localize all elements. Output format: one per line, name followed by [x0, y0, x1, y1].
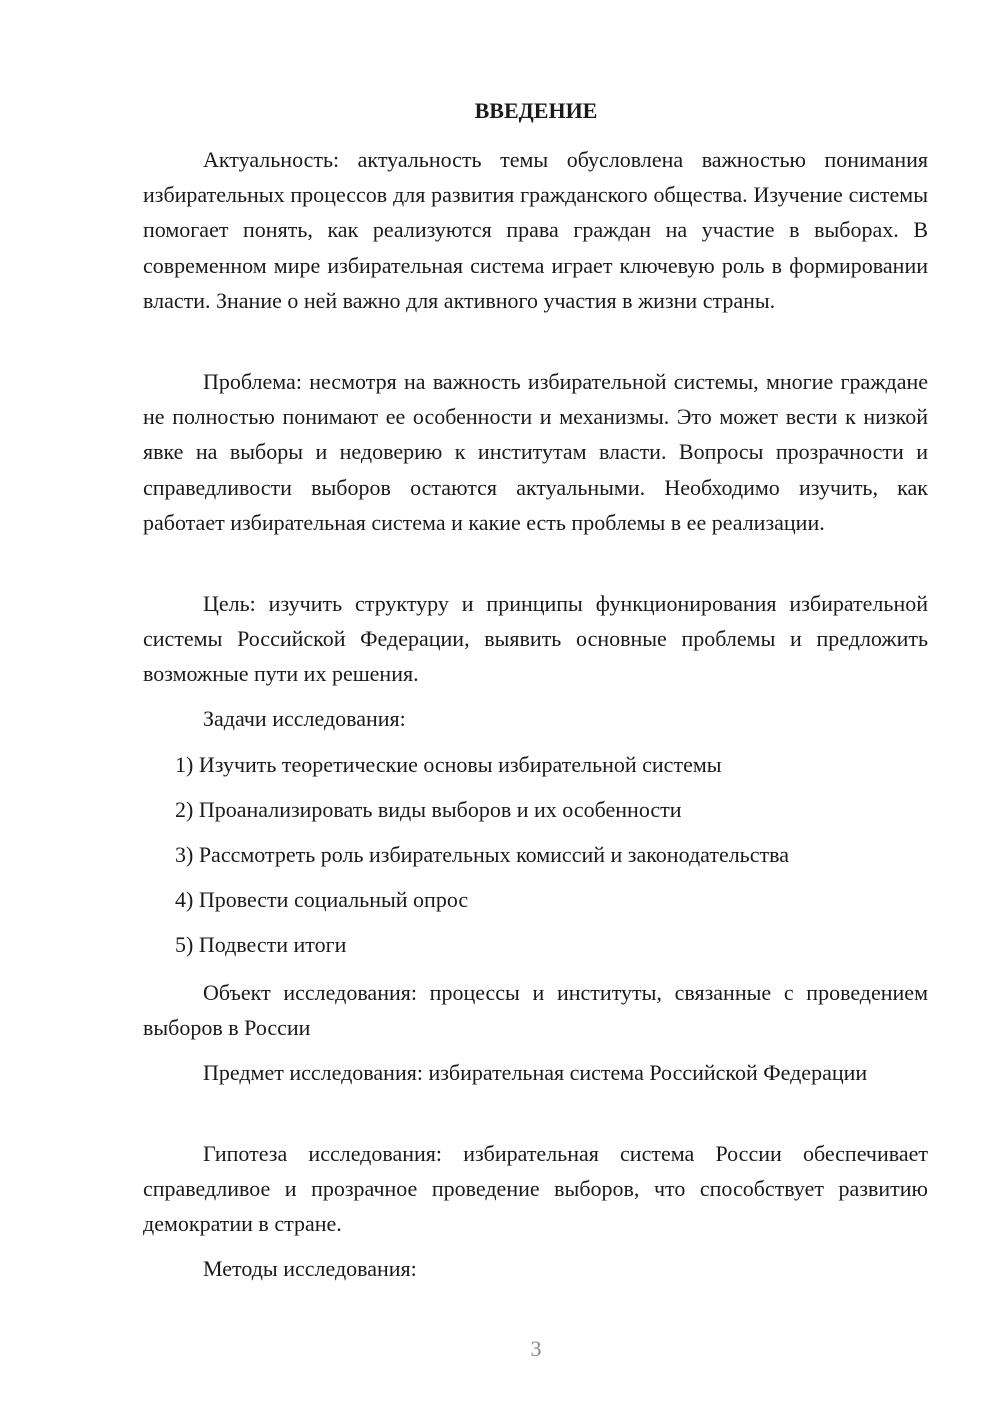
problem-paragraph: Проблема: несмотря на важность избирательной системы, многие граждане не полностью понимают ее особенности и механизмы. Это может вести к низкой явке на выборы и недоверию к институтам власти. Вопросы прозрачности и справедливости выборов остаются актуальными. Необходимо изучить, как работает избирательная система и какие есть проблемы в ее реализации. [143, 369, 928, 535]
tasks-heading: Задачи исследования: [203, 706, 406, 731]
relevance-paragraph: Актуальность: актуальность темы обусловлена важностью понимания избирательных процессов для развития гражданского общества. Изучение системы помогает понять, как реализуются права граждан на участие в выборах. В современном мире избирательная система играет ключевую роль в формировании власти. Знание о ней важно для активного участия в жизни страны. [143, 147, 928, 313]
goal-paragraph: Цель: изучить структуру и принципы функционирования избирательной системы Российской Федерации, выявить основные проблемы и предложить возможные пути их решения. [143, 591, 928, 687]
hypothesis-paragraph: Гипотеза исследования: избирательная система России обеспечивает справедливое и прозрачное проведение выборов, что способствует развитию демократии в стране. [143, 1141, 928, 1237]
task-item: 3) Рассмотреть роль избирательных комиссий и законодательства [175, 842, 789, 867]
task-item: 2) Проанализировать виды выборов и их особенности [175, 797, 682, 822]
object-paragraph: Объект исследования: процессы и институты, связанные с проведением выборов в России [143, 980, 928, 1041]
methods-heading: Методы исследования: [203, 1256, 417, 1281]
page-title: ВВЕДЕНИЕ [474, 98, 598, 123]
task-item: 4) Провести социальный опрос [175, 887, 469, 912]
subject-paragraph: Предмет исследования: избирательная система Российской Федерации [203, 1060, 868, 1085]
task-item: 1) Изучить теоретические основы избирательной системы [175, 752, 722, 777]
page-number: 3 [530, 1336, 542, 1361]
task-item: 5) Подвести итоги [175, 932, 347, 957]
